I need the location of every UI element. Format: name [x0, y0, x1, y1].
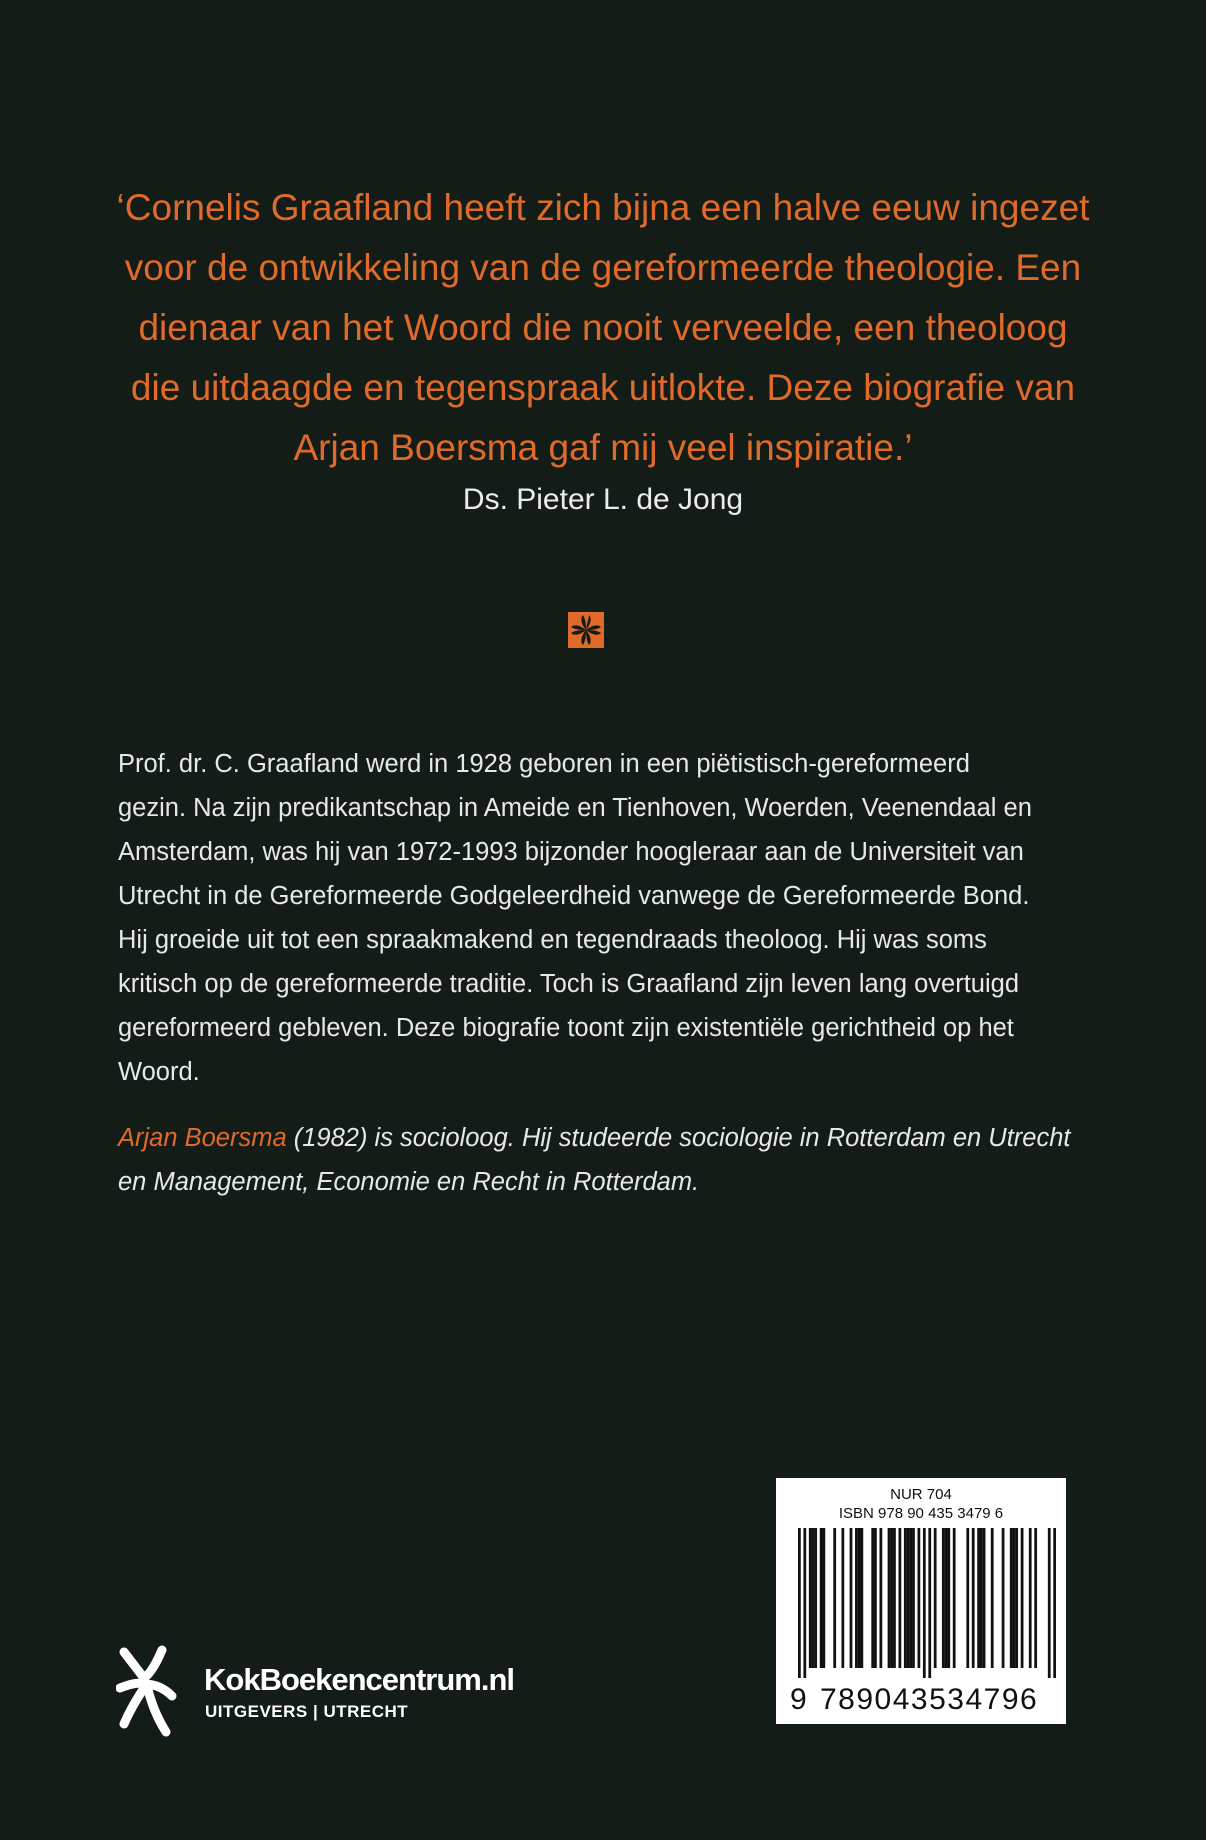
author-bio [118, 1116, 1078, 1204]
barcode-bar [928, 1528, 931, 1678]
description-line: kritisch op de gereformeerde traditie. Toch is Graafland zijn leven lang overtuigd [118, 970, 1020, 998]
publisher-location: UITGEVERS | UTRECHT [205, 1702, 409, 1721]
book-description [118, 742, 1058, 1094]
quote-line: ‘Cornelis Graafland heeft zich bijna een halve eeuw ingezet [116, 187, 1090, 228]
barcode-bar [898, 1528, 901, 1668]
barcode-bar [972, 1528, 975, 1668]
barcode-bar [1015, 1528, 1018, 1668]
barcode-bar [850, 1528, 853, 1668]
publisher-logo-icon [116, 1644, 178, 1740]
barcode-bar [1013, 1528, 1016, 1668]
barcode-bar [855, 1528, 858, 1668]
barcode-bar [945, 1528, 948, 1668]
barcode-bar [888, 1528, 891, 1668]
barcode-bar [980, 1528, 983, 1668]
nur-code: NUR 704 [890, 1486, 952, 1503]
bio-line [118, 1116, 1078, 1160]
barcode-bar [942, 1528, 945, 1668]
barcode-rest-digits: 789043534796 [820, 1683, 1039, 1716]
barcode-bar [934, 1528, 937, 1668]
barcode-bar [1048, 1528, 1051, 1678]
bio-line: en Management, Economie en Recht in Rotterdam. [118, 1168, 700, 1196]
description-line: Hij groeide uit tot een spraakmakend en tegendraads theoloog. Hij was soms [118, 926, 987, 954]
quote-line: dienaar van het Woord die nooit verveelde, een theoloog [138, 307, 1068, 348]
barcode-first-digit: 9 [790, 1683, 807, 1716]
quote-line: voor de ontwikkeling van de gereformeerde theologie. Een [124, 247, 1082, 288]
barcode-bar [874, 1528, 877, 1668]
description-line: Woord. [118, 1058, 200, 1086]
publisher-logo [116, 1644, 576, 1740]
quote-attribution: Ds. Pieter L. de Jong [462, 483, 744, 516]
barcode-bar [909, 1528, 912, 1668]
barcode-bar [907, 1528, 910, 1668]
description-line: Utrecht in de Gereformeerde Godgeleerdheid vanwege de Gereformeerde Bond. [118, 882, 1030, 910]
barcode-bar [820, 1528, 823, 1668]
description-line: Prof. dr. C. Graafland werd in 1928 geboren in een piëtistisch-gereformeerd [118, 750, 970, 778]
barcode-bar [803, 1528, 806, 1678]
barcode-bar [1021, 1528, 1024, 1668]
publisher-name: KokBoekencentrum.nl [204, 1662, 515, 1697]
description-line: gereformeerd gebleven. Deze biografie toont zijn existentiële gerichtheid op het [118, 1014, 1014, 1042]
description-line: Amsterdam, was hij van 1972-1993 bijzonder hoogleraar aan de Universiteit van [118, 838, 1024, 866]
barcode-bar [991, 1528, 994, 1668]
blurb-quote [100, 178, 1106, 478]
barcode-bar [814, 1528, 817, 1668]
barcode-bar [1002, 1528, 1005, 1668]
isbn-barcode [776, 1478, 1066, 1724]
barcode-bar [923, 1528, 926, 1678]
barcode-bar [822, 1528, 825, 1668]
quote-line: die uitdaagde en tegenspraak uitlokte. Deze biografie van [130, 367, 1076, 408]
barcode-bar [904, 1528, 907, 1668]
barcode-bar [917, 1528, 920, 1668]
barcode-bar [879, 1528, 882, 1668]
barcode-bar [860, 1528, 863, 1668]
barcode-bar [798, 1528, 801, 1678]
barcode-bar [977, 1528, 980, 1668]
quote-line: Arjan Boersma gaf mij veel inspiratie.’ [293, 427, 913, 468]
barcode-bar [809, 1528, 812, 1668]
barcode-bar [912, 1528, 915, 1668]
barcode-bar [1029, 1528, 1032, 1668]
isbn-number: ISBN 978 90 435 3479 6 [838, 1505, 1004, 1522]
barcode-bar [983, 1528, 986, 1668]
description-line: gezin. Na zijn predikantschap in Ameide en Tienhoven, Woerden, Veenendaal en [118, 794, 1032, 822]
barcode-bar [966, 1528, 969, 1668]
barcode-bar [947, 1528, 950, 1668]
author-name: Arjan Boersma [118, 1124, 287, 1152]
barcode-bar [812, 1528, 815, 1668]
barcode-bar [1010, 1528, 1013, 1668]
barcode-bars [798, 1528, 1056, 1678]
ornamental-cross-icon [568, 612, 604, 648]
barcode-bar [871, 1528, 874, 1668]
bio-text: (1982) is socioloog. Hij studeerde sociologie in Rotterdam en Utrecht [286, 1124, 1071, 1152]
barcode-bar [841, 1528, 844, 1668]
barcode-bar [858, 1528, 861, 1668]
barcode-bar [833, 1528, 836, 1668]
barcode-bar [890, 1528, 893, 1668]
barcode-bar [953, 1528, 956, 1668]
barcode-bar [1034, 1528, 1037, 1668]
barcode-bar [1053, 1528, 1056, 1678]
barcode-bar [893, 1528, 896, 1668]
